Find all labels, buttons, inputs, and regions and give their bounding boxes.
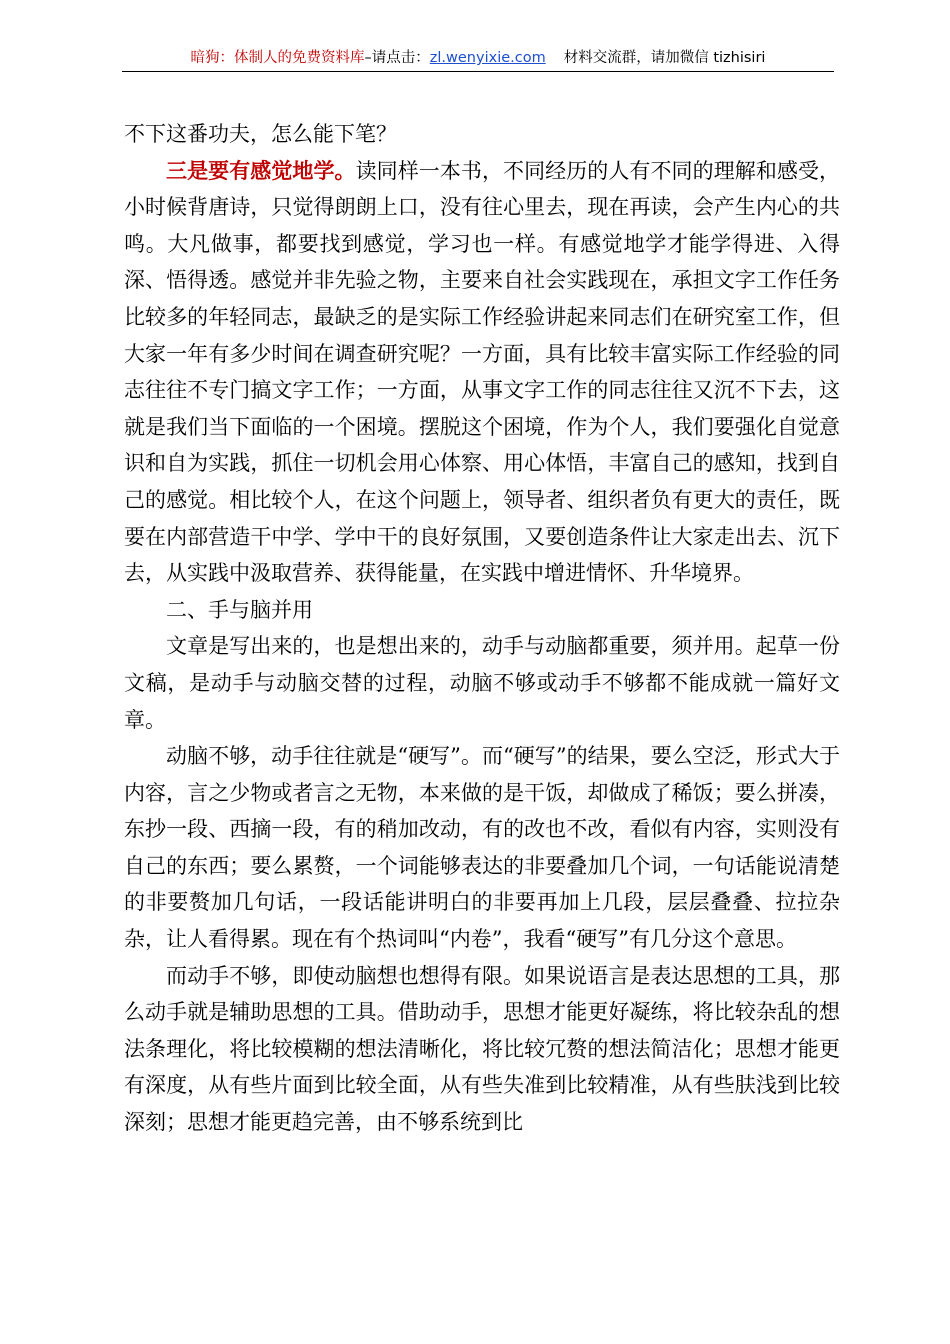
page-header xyxy=(122,46,834,70)
header-url-link[interactable]: zl.wenyixie.com xyxy=(429,50,546,66)
header-brand: 暗狗：体制人的免费资料库 xyxy=(190,50,365,66)
paragraph-insufficient-thinking: 动脑不够，动手往往就是“硬写”。而“硬写”的结果，要么空泛，形式大于内容，言之少物或者言之无物，本来做的是干饭，却做成了稀饭；要么拼凑，东抄一段、西摘一段，有的稍加改动，有的改也不改，看似有内容，实则没有自己的东西；要么累赘，一个词能够表达的非要叠加几个词，一句话能说清楚的非要赘加几句话，一段话能讲明白的非要再加上几段，层层叠叠、拉拉杂杂，让人看得累。现在有个热词叫“内卷”，我看“硬写”有几分这个意思。 xyxy=(124,744,840,952)
header-click-prompt: –请点击： xyxy=(364,50,430,66)
header-wechat-note: 材料交流群，请加微信 tizhisiri xyxy=(563,50,766,66)
paragraph-hand-and-brain: 文章是写出来的，也是想出来的，动手与动脑都重要，须并用。起草一份文稿，是动手与动脑交替的过程，动脑不够或动手不够都不能成就一篇好文章。 xyxy=(124,634,840,732)
paragraph-learn-with-feeling xyxy=(124,153,840,592)
paragraph-lead-heading: 三是要有感觉地学。 xyxy=(166,157,356,183)
paragraph-body-text: 读同样一本书，不同经历的人有不同的理解和感受，小时候背唐诗，只觉得朗朗上口，没有往心里去，现在再读，会产生内心的共鸣。大凡做事，都要找到感觉，学习也一样。有感觉地学才能学得进、入得深、悟得透。感觉并非先验之物，主要来自社会实践现在，承担文字工作任务比较多的年轻同志，最缺乏的是实际工作经验讲起来同志们在研究室工作，但大家一年有多少时间在调查研究呢？一方面，具有比较丰富实际工作经验的同志往往不专门搞文字工作；一方面，从事文字工作的同志往往又沉不下去，这就是我们当下面临的一个困境。摆脱这个困境，作为个人，我们要强化自觉意识和自为实践，抓住一切机会用心体察、用心体悟，丰富自己的感知，找到自己的感觉。相比较个人，在这个问题上，领导者、组织者负有更大的责任，既要在内部营造干中学、学中干的良好氛围，又要创造条件让大家走出去、沉下去，从实践中汲取营养、获得能量，在实践中增进情怀、升华境界。 xyxy=(124,158,841,586)
header-divider xyxy=(122,71,834,72)
section-heading: 二、手与脑并用 xyxy=(166,597,313,622)
paragraph-continuation: 不下这番功夫，怎么能下笔？ xyxy=(124,122,397,146)
document-body xyxy=(124,116,840,1141)
paragraph-insufficient-writing: 而动手不够，即使动脑想也想得有限。如果说语言是表达思想的工具，那么动手就是辅助思想的工具。借助动手，思想才能更好凝练，将比较杂乱的想法条理化，将比较模糊的想法清晰化，将比较冗赘的想法简洁化；思想才能更有深度，从有些片面到比较全面，从有些失准到比较精准，从有些肤浅到比较深刻；思想才能更趋完善，由不够系统到比 xyxy=(124,963,840,1135)
